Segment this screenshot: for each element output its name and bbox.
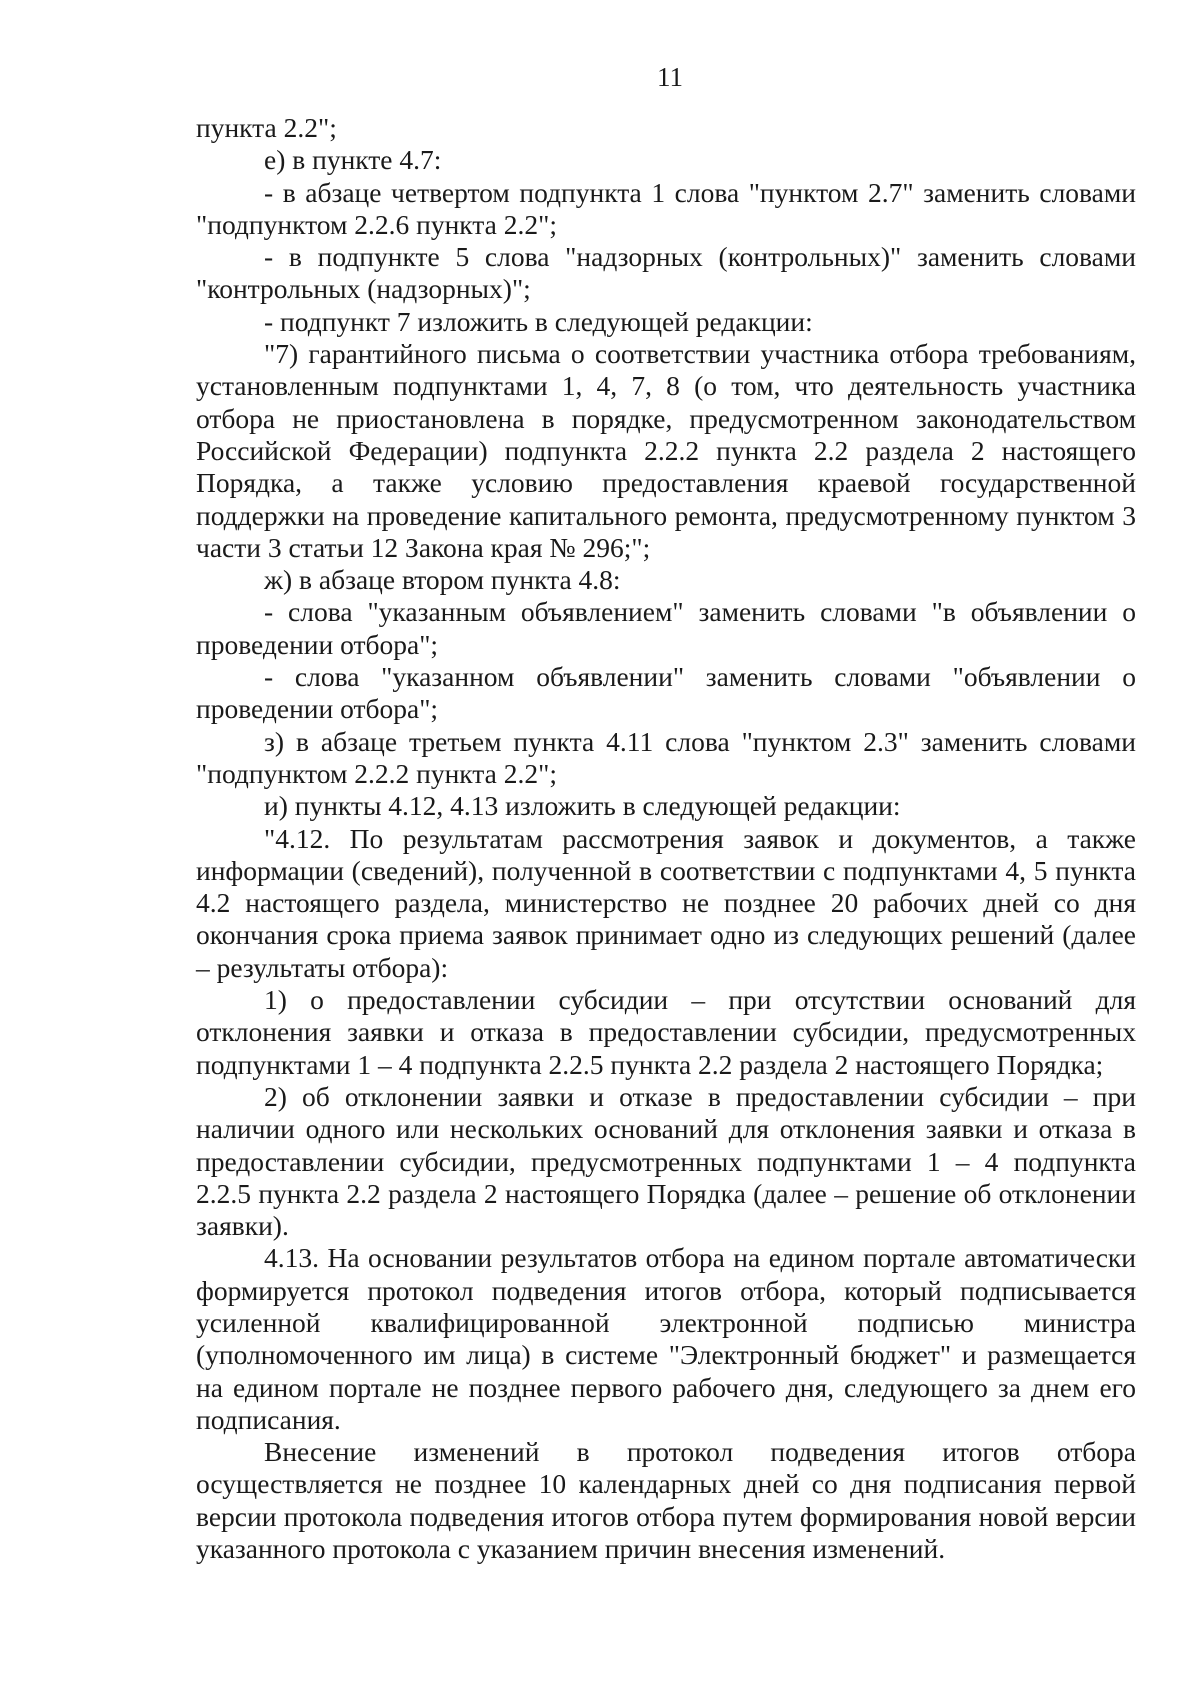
- paragraph: - в подпункте 5 слова "надзорных (контрольных)" заменить словами "контрольных (надзорных)";: [196, 241, 1136, 305]
- paragraph: - слова "указанном объявлении" заменить словами "объявлении о проведении отбора";: [196, 661, 1136, 725]
- paragraph: "7) гарантийного письма о соответствии участника отбора требованиям, установленным подпунктами 1, 4, 7, 8 (о том, что деятельность участника отбора не приостановлена в порядке, предусмотренном законодательством Российской Федерации) подпункта 2.2.2 пункта 2.2 раздела 2 настоящего Порядка, а также условию предоставления краевой государственной поддержки на проведение капитального ремонта, предусмотренному пунктом 3 части 3 статьи 12 Закона края № 296;";: [196, 338, 1136, 563]
- paragraph: и) пункты 4.12, 4.13 изложить в следующей редакции:: [264, 790, 901, 822]
- page-number: 11: [657, 62, 683, 92]
- paragraph: Внесение изменений в протокол подведения итогов отбора осуществляется не позднее 10 календарных дней со дня подписания первой версии протокола подведения итогов отбора путем формирования новой версии указанного протокола с указанием причин внесения изменений.: [196, 1436, 1136, 1565]
- paragraph: - слова "указанным объявлением" заменить словами "в объявлении о проведении отбора";: [196, 596, 1136, 660]
- paragraph: 4.13. На основании результатов отбора на едином портале автоматически формируется протокол подведения итогов отбора, который подписывается усиленной квалифицированной электронной подписью министра (уполномоченного им лица) в системе "Электронный бюджет" и размещается на едином портале не позднее первого рабочего дня, следующего за днем его подписания.: [196, 1242, 1136, 1435]
- paragraph: "4.12. По результатам рассмотрения заявок и документов, а также информации (сведений), полученной в соответствии с подпунктами 4, 5 пункта 4.2 настоящего раздела, министерство не позднее 20 рабочих дней со дня окончания срока приема заявок принимает одно из следующих решений (далее – результаты отбора):: [196, 822, 1136, 983]
- paragraph: ж) в абзаце втором пункта 4.8:: [264, 564, 621, 596]
- paragraph: е) в пункте 4.7:: [264, 144, 442, 176]
- paragraph: 2) об отклонении заявки и отказе в предоставлении субсидии – при наличии одного или нескольких оснований для отклонения заявки и отказа в предоставлении субсидии, предусмотренных подпунктами 1 – 4 подпункта 2.2.5 пункта 2.2 раздела 2 настоящего Порядка (далее – решение об отклонении заявки).: [196, 1080, 1136, 1242]
- paragraph: з) в абзаце третьем пункта 4.11 слова "пунктом 2.3" заменить словами "подпунктом 2.2.2 пункта 2.2";: [196, 725, 1136, 789]
- paragraph: - в абзаце четвертом подпункта 1 слова "пунктом 2.7" заменить словами "подпунктом 2.2.6 пункта 2.2";: [196, 176, 1136, 240]
- document-body: [196, 112, 1136, 1565]
- paragraph: пункта 2.2";: [196, 112, 337, 143]
- paragraph: - подпункт 7 изложить в следующей редакции:: [264, 305, 813, 337]
- paragraph: 1) о предоставлении субсидии – при отсутствии оснований для отклонения заявки и отказа в предоставлении субсидии, предусмотренных подпунктами 1 – 4 подпункта 2.2.5 пункта 2.2 раздела 2 настоящего Порядка;: [196, 984, 1136, 1080]
